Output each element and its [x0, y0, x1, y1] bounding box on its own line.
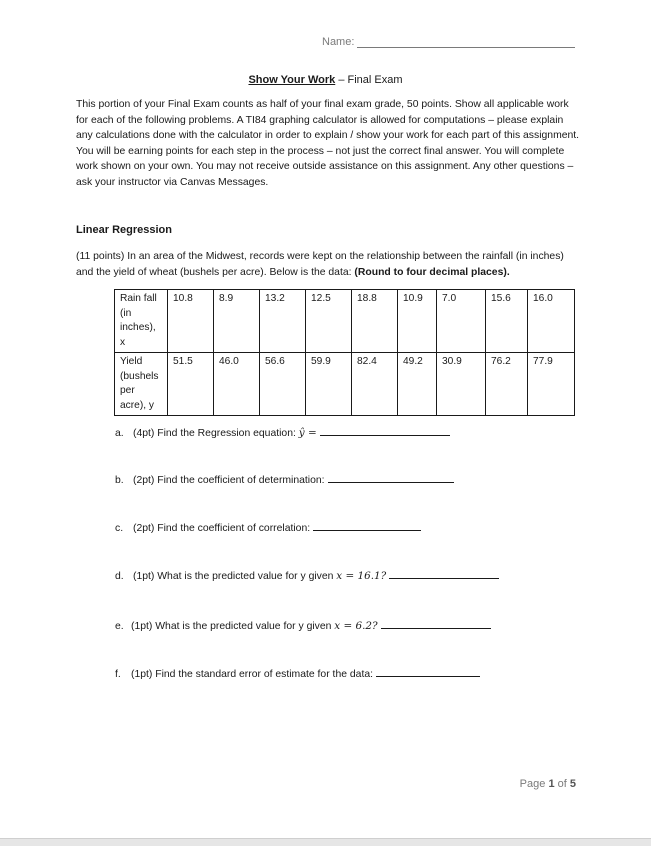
- question-f: [115, 666, 480, 680]
- of-word: of: [557, 778, 567, 790]
- table-cell: 82.4: [352, 353, 398, 416]
- table-cell: 12.5: [306, 290, 352, 353]
- table-cell: 16.0: [528, 290, 575, 353]
- question-marker: d.: [115, 571, 124, 582]
- problem-rounding-note: (Round to four decimal places).: [354, 266, 510, 278]
- data-table: [114, 289, 575, 416]
- title-underlined: Show Your Work: [248, 74, 336, 86]
- table-cell: 13.2: [260, 290, 306, 353]
- question-marker: e.: [115, 621, 124, 632]
- question-text: (2pt) Find the coefficient of determination:: [133, 475, 325, 486]
- answer-blank-c[interactable]: [313, 520, 421, 531]
- page-title: [0, 74, 651, 86]
- question-text: (4pt) Find the Regression equation:: [133, 428, 296, 439]
- answer-blank-b[interactable]: [328, 472, 454, 483]
- title-rest: – Final Exam: [335, 74, 403, 86]
- answer-blank-d[interactable]: [389, 568, 499, 579]
- question-d: [115, 568, 499, 582]
- table-row-x: [115, 290, 575, 353]
- table-cell: 49.2: [398, 353, 437, 416]
- question-math: x = 6.2?: [334, 620, 378, 632]
- name-field-row: [322, 36, 575, 48]
- problem-text: (11 points) In an area of the Midwest, records were kept on the relationship between the rainfall (in inches) and the yield of wheat (bushels per acre). Below is the data:: [76, 251, 564, 278]
- table-cell: 51.5: [168, 353, 214, 416]
- section-heading: Linear Regression: [76, 224, 172, 236]
- page-number: [520, 778, 576, 790]
- question-text: (2pt) Find the coefficient of correlation:: [133, 523, 311, 534]
- current-page: 1: [548, 778, 555, 790]
- table-cell: 59.9: [306, 353, 352, 416]
- question-text: (1pt) What is the predicted value for y given: [131, 621, 332, 632]
- table-row-y: [115, 353, 575, 416]
- table-cell: 77.9: [528, 353, 575, 416]
- table-cell: 18.8: [352, 290, 398, 353]
- answer-blank-e[interactable]: [381, 618, 491, 629]
- question-b: [115, 472, 454, 486]
- question-a: [115, 425, 450, 439]
- question-e: [115, 618, 491, 632]
- table-cell: 15.6: [486, 290, 528, 353]
- table-cell: 76.2: [486, 353, 528, 416]
- question-marker: a.: [115, 428, 124, 439]
- y-label-cell: Yield (bushels per acre), y: [115, 353, 168, 416]
- table-cell: 30.9: [437, 353, 486, 416]
- intro-paragraph: This portion of your Final Exam counts as half of your final exam grade, 50 points. Show all applicable work for each of the following problems. A TI84 graphing calculator is allowed for computations – please explain any calculations done with the calculator in order to explain / show your work for each part of this assignment. You will be earning points for each step in the process – not just the correct final answer. You will complete work shown on your own. You may not receive outside assistance on this assignment. Any other questions – ask your instructor via Canvas Messages.: [76, 99, 580, 188]
- total-pages: 5: [569, 778, 576, 790]
- table-cell: 46.0: [214, 353, 260, 416]
- question-marker: f.: [115, 669, 121, 680]
- question-math: x = 16.1?: [336, 570, 387, 582]
- answer-blank-a[interactable]: [320, 425, 450, 436]
- table-cell: 56.6: [260, 353, 306, 416]
- table-cell: 7.0: [437, 290, 486, 353]
- answer-blank-f[interactable]: [376, 666, 480, 677]
- problem-statement: [76, 249, 580, 280]
- question-marker: b.: [115, 475, 124, 486]
- question-text: (1pt) What is the predicted value for y given: [133, 571, 334, 582]
- name-label: Name:: [322, 36, 355, 48]
- question-text: (1pt) Find the standard error of estimate for the data:: [131, 669, 373, 680]
- x-label-cell: Rain fall (in inches), x: [115, 290, 168, 353]
- page-word: Page: [519, 778, 546, 790]
- question-c: [115, 520, 421, 534]
- table-cell: 10.9: [398, 290, 437, 353]
- name-blank-line: [357, 36, 575, 48]
- question-math: ŷ =: [298, 427, 317, 439]
- table-cell: 8.9: [214, 290, 260, 353]
- table-cell: 10.8: [168, 290, 214, 353]
- question-marker: c.: [115, 523, 124, 534]
